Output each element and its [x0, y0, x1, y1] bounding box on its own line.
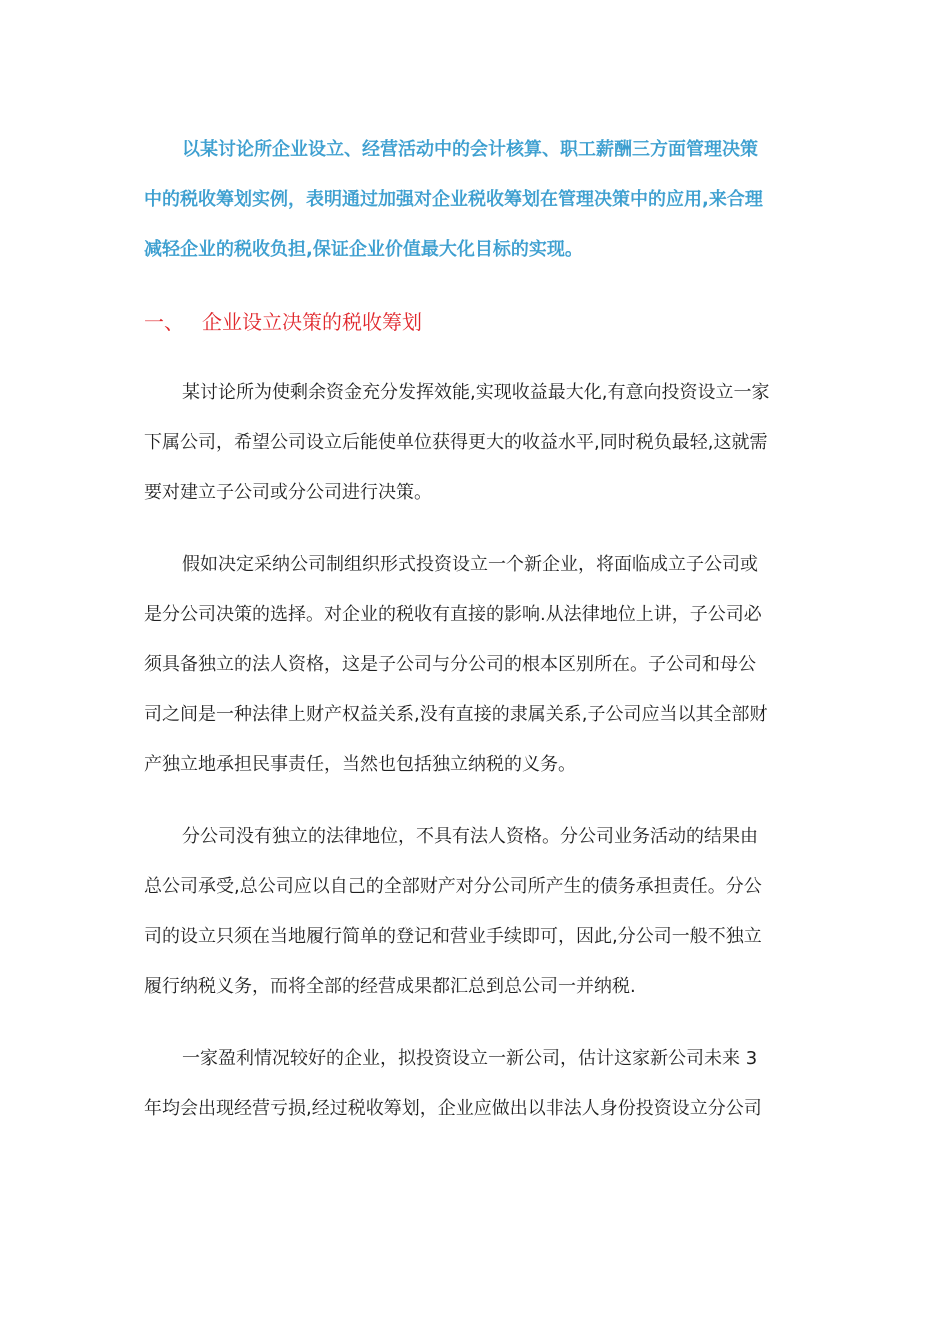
paragraph [144, 1034, 806, 1134]
section-heading [144, 302, 422, 342]
section-title: 企业设立决策的税收筹划 [202, 310, 422, 334]
paragraph-line: 司的设立只须在当地履行简单的登记和营业手续即可，因此,分公司一般不独立 [144, 926, 762, 947]
paragraph-line: 产独立地承担民事责任，当然也包括独立纳税的义务。 [144, 754, 576, 775]
paragraph-line: 是分公司决策的选择。对企业的税收有直接的影响.从法律地位上讲，子公司必 [144, 604, 762, 625]
paragraph-line: 下属公司，希望公司设立后能使单位获得更大的收益水平,同时税负最轻,这就需 [144, 432, 768, 453]
paragraph-line: 要对建立子公司或分公司进行决策。 [144, 482, 432, 503]
paragraph-line: 假如决定采纳公司制组织形式投资设立一个新企业，将面临成立子公司或 [182, 554, 758, 575]
paragraph-line: 一家盈利情况较好的企业，拟投资设立一新公司，估计这家新公司未来 3 [182, 1048, 758, 1069]
paragraph [144, 540, 806, 790]
abstract-line: 以某讨论所企业设立、经营活动中的会计核算、职工薪酬三方面管理决策 [182, 139, 758, 160]
paragraph-line: 总公司承受,总公司应以自己的全部财产对分公司所产生的债务承担责任。分公 [144, 876, 762, 897]
paragraph-line: 某讨论所为使剩余资金充分发挥效能,实现收益最大化,有意向投资设立一家 [182, 382, 770, 403]
paragraph-line: 分公司没有独立的法律地位，不具有法人资格。分公司业务活动的结果由 [182, 826, 758, 847]
paragraph-line: 履行纳税义务，而将全部的经营成果都汇总到总公司一并纳税. [144, 976, 636, 997]
paragraph-line: 年均会出现经营亏损,经过税收筹划，企业应做出以非法人身份投资设立分公司 [144, 1098, 762, 1119]
paragraph-line: 司之间是一种法律上财产权益关系,没有直接的隶属关系,子公司应当以其全部财 [144, 704, 768, 725]
paragraph [144, 368, 806, 518]
paragraph-line: 须具备独立的法人资格，这是子公司与分公司的根本区别所在。子公司和母公 [144, 654, 756, 675]
abstract-line: 减轻企业的税收负担,保证企业价值最大化目标的实现。 [144, 239, 583, 260]
abstract [144, 125, 806, 275]
abstract-line: 中的税收筹划实例，表明通过加强对企业税收筹划在管理决策中的应用,来合理 [144, 189, 763, 210]
section-number: 一、 [144, 310, 184, 334]
paragraph [144, 812, 806, 1012]
